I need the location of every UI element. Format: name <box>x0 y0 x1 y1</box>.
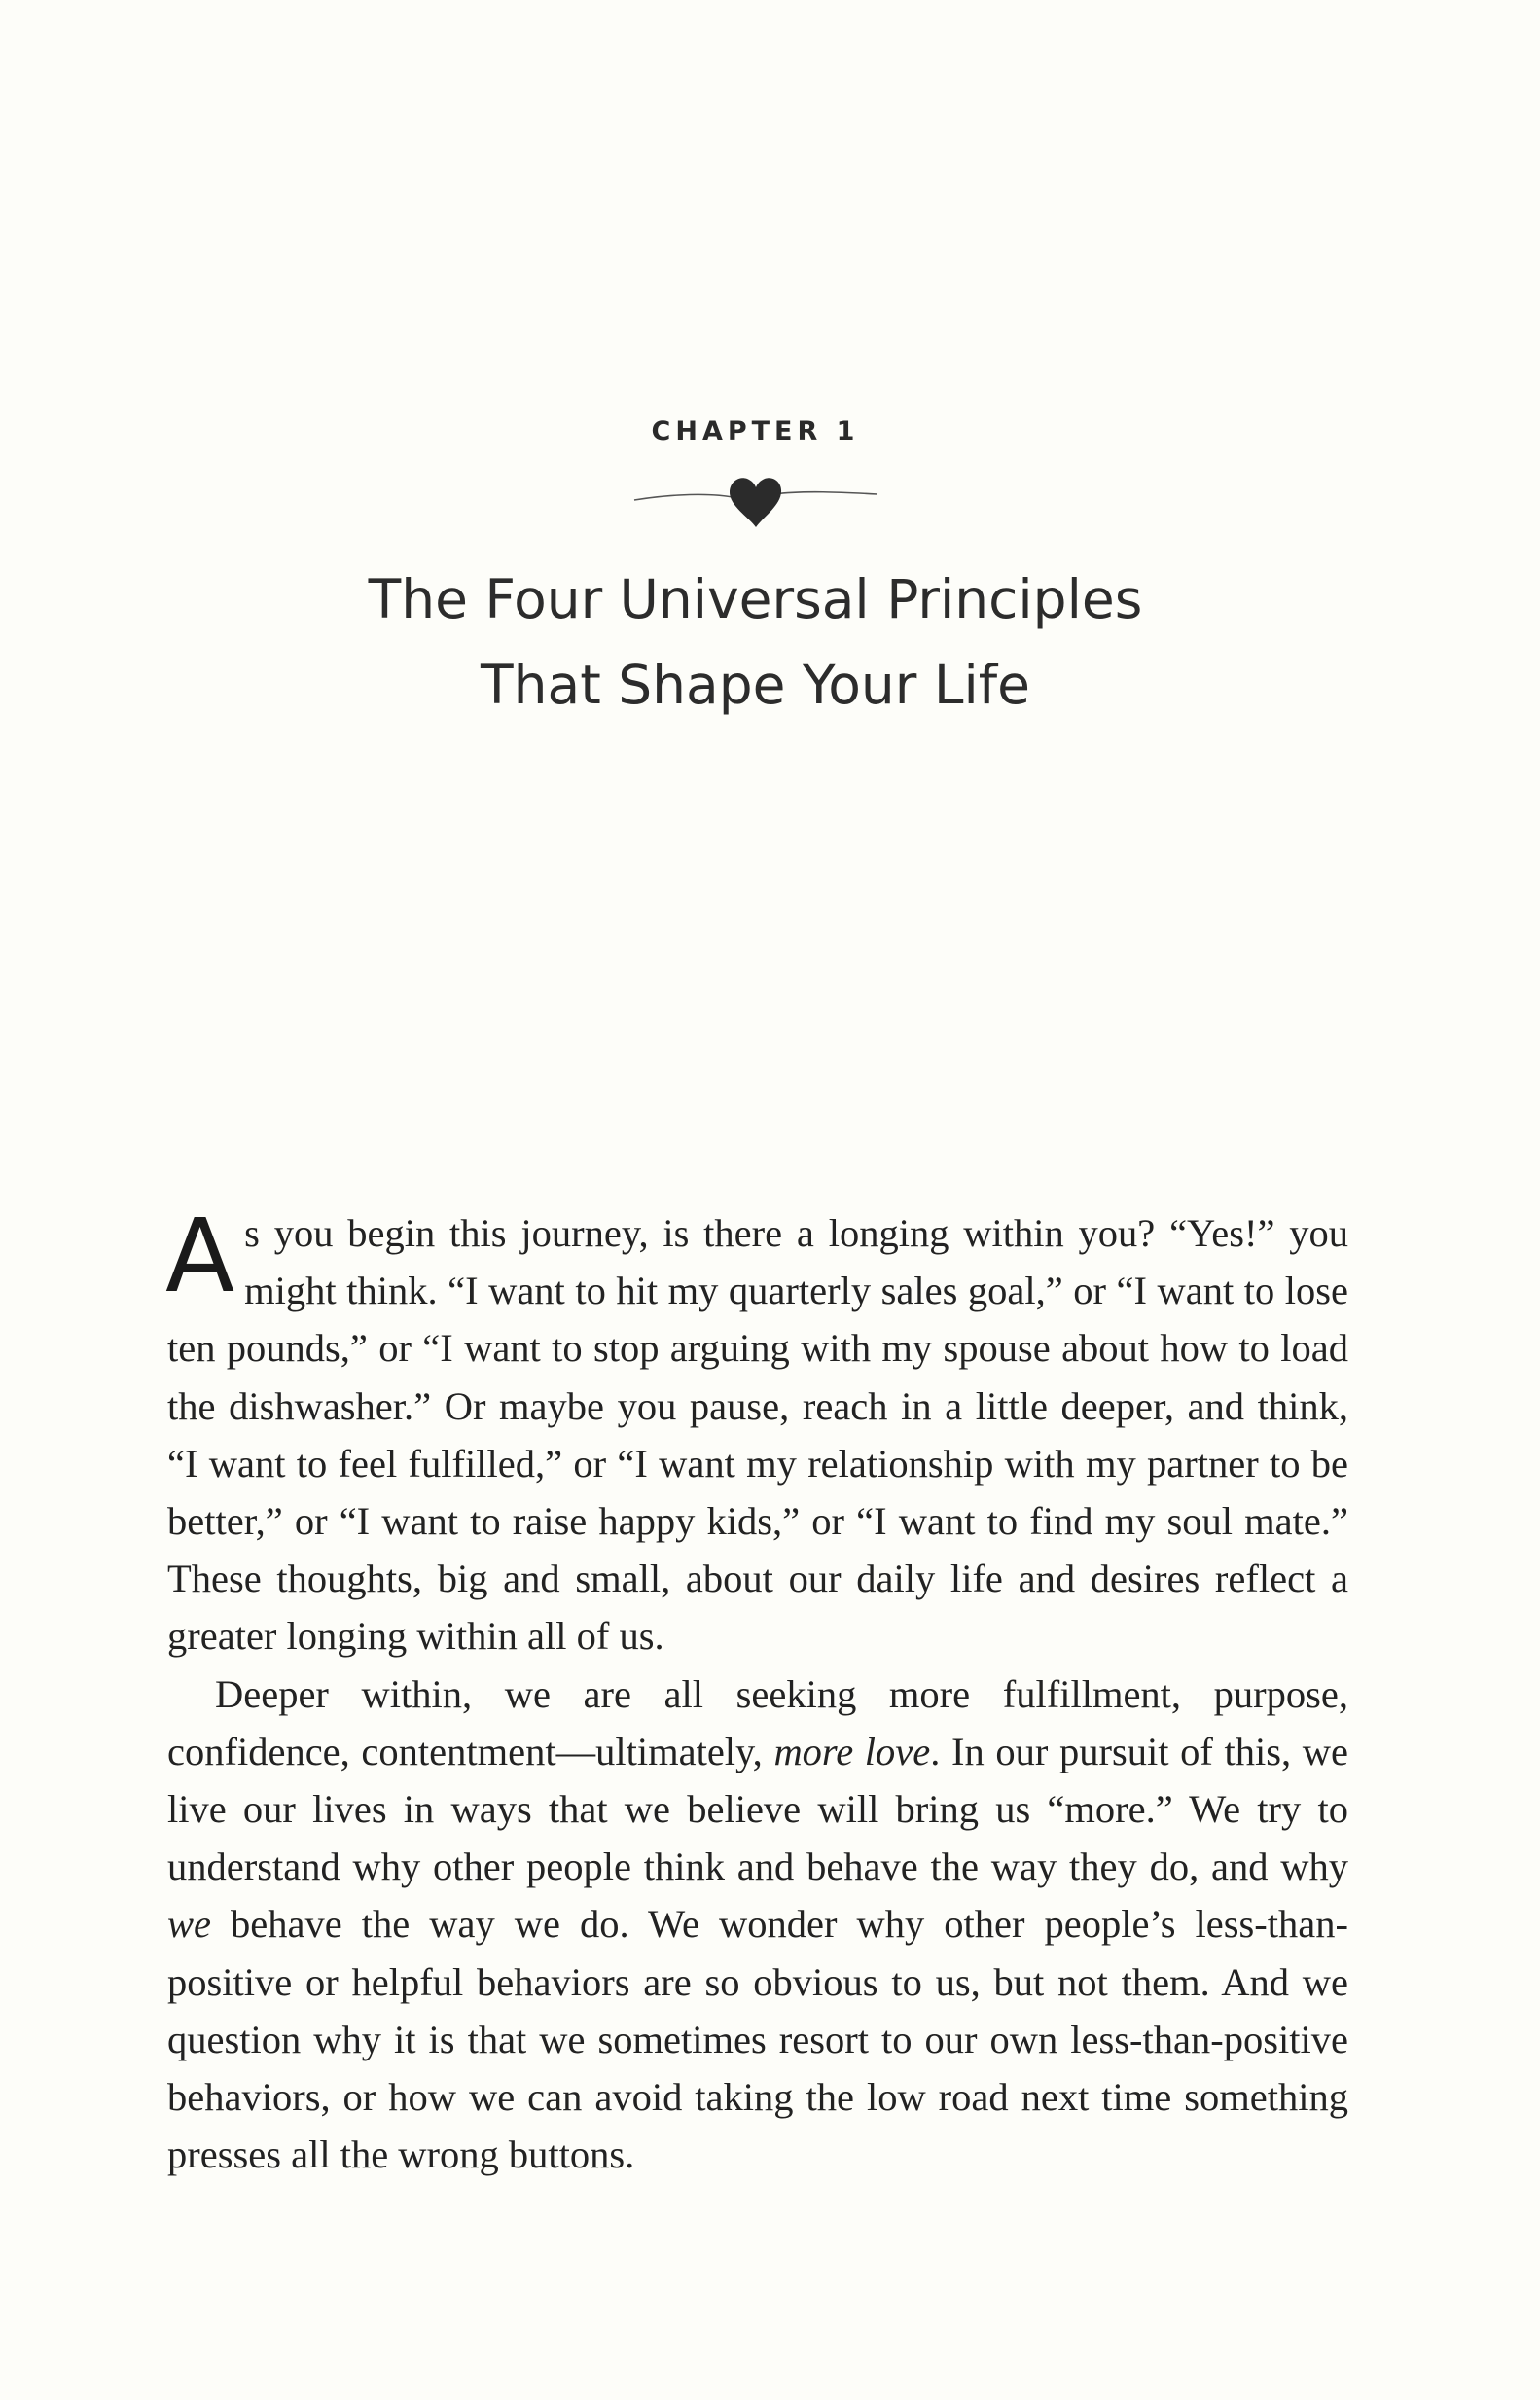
chapter-body <box>165 1197 1349 2183</box>
emphasis-more-love: more love <box>773 1729 931 1773</box>
chapter-label: CHAPTER 1 <box>651 416 860 447</box>
heart-divider <box>632 471 880 531</box>
divider-line-left <box>634 494 737 500</box>
chapter-title-line-1: The Four Universal Principles <box>368 568 1143 630</box>
paragraph-1 <box>165 1197 1348 1666</box>
paragraph-2-text-a: Deeper within, we are all seeking more fulfillment, purpose, confidence, contentment—ultimately, <box>167 1671 1348 1773</box>
chapter-title <box>0 556 1511 728</box>
paragraph-2-text-b: . In our pursuit of this, we live our lives in ways that we believe will bring us “more.” We try to understand why other people think and behave the way they do, and why <box>167 1729 1349 1889</box>
heart-icon <box>730 478 781 527</box>
paragraph-2-text-c: behave the way we do. We wonder why other people’s less-than-positive or helpful behaviors are so obvious to us, but not them. And we question why it is that we sometimes resort to our own less-than-positive behaviors, or how we can avoid taking the low road next time something presses all the wrong buttons. <box>167 1902 1348 2177</box>
chapter-title-line-2: That Shape Your Life <box>481 654 1030 716</box>
divider-line-right <box>774 492 877 494</box>
emphasis-we: we <box>167 1902 211 1947</box>
paragraph-1-text: s you begin this journey, is there a longing within you? “Yes!” you might think. “I want to hit my quarterly sales goal,” or “I want to lose ten pounds,” or “I want to stop arguing with my spouse about how to load the dishwasher.” Or maybe you pause, reach in a little deeper, and think, “I want to feel fulfilled,” or “I want my relationship with my partner to be better,” or “I want to raise happy kids,” or “I want to find my soul mate.” These thoughts, big and small, about our daily life and desires reflect a greater longing within all of us. <box>167 1211 1348 1659</box>
paragraph-2 <box>167 1666 1348 2184</box>
drop-cap: A <box>165 1197 235 1315</box>
